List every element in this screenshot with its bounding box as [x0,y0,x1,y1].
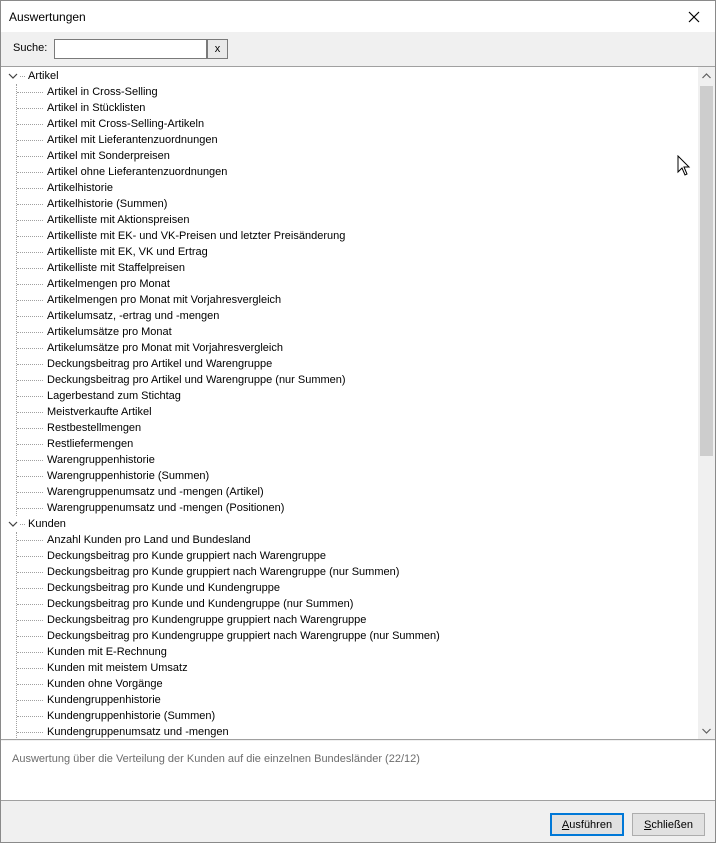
tree-connector [17,172,43,173]
tree-item-label: Kunden mit meistem Umsatz [47,662,188,674]
tree-category-kunden[interactable] [1,516,698,532]
tree-item[interactable] [1,180,698,196]
tree-connector [17,684,43,685]
tree-item[interactable] [1,708,698,724]
tree-item-label: Warengruppenhistorie (Summen) [47,470,210,482]
tree-item[interactable] [1,132,698,148]
mouse-pointer-icon [677,155,691,177]
report-tree[interactable] [1,66,715,740]
scroll-up-arrow-icon [702,73,711,79]
description-text: Auswertung über die Verteilung der Kunden auf die einzelnen Bundesländer (22/12) [12,753,420,765]
tree-item[interactable] [1,356,698,372]
tree-connector [17,620,43,621]
tree-item-label: Deckungsbeitrag pro Kunde und Kundengruppe [47,582,281,594]
tree-item[interactable] [1,148,698,164]
close-window-button[interactable] [673,1,715,32]
tree-item-label: Warengruppenumsatz und -mengen (Artikel) [47,486,264,498]
tree-item-label: Kundengruppenhistorie [47,694,161,706]
tree-item[interactable] [1,468,698,484]
tree-item-label: Deckungsbeitrag pro Kunde und Kundengruppe (nur Summen) [47,598,354,610]
tree-item-label: Kunden ohne Vorgänge [47,678,163,690]
tree-connector [17,284,43,285]
search-bar [1,32,715,65]
tree-connector [17,220,43,221]
tree-connector [17,636,43,637]
tree-item[interactable] [1,484,698,500]
tree-item-label: Artikelhistorie (Summen) [47,198,168,210]
close-button[interactable] [632,813,705,836]
tree-category-label: Kunden [28,518,66,530]
tree-connector [17,396,43,397]
tree-item-label: Deckungsbeitrag pro Kunde gruppiert nach Warengruppe [47,550,327,562]
tree-item[interactable] [1,116,698,132]
tree-item[interactable] [1,564,698,580]
tree-item[interactable] [1,660,698,676]
tree-item[interactable] [1,676,698,692]
tree-item-label: Deckungsbeitrag pro Artikel und Warengruppe (nur Summen) [47,374,346,386]
tree-item-label: Artikel mit Sonderpreisen [47,150,170,162]
tree-item[interactable] [1,548,698,564]
tree-connector [17,92,43,93]
scroll-down-button[interactable] [698,722,715,739]
tree-connector [17,508,43,509]
tree-item-label: Kundengruppenhistorie (Summen) [47,710,216,722]
tree-item-label: Meistverkaufte Artikel [47,406,152,418]
tree-connector [17,332,43,333]
tree-item[interactable] [1,580,698,596]
search-label: Suche: [13,42,48,54]
tree-connector [17,108,43,109]
tree-connector [17,188,43,189]
tree-connector [17,252,43,253]
tree-item[interactable] [1,596,698,612]
tree-item-label: Artikelumsätze pro Monat [47,326,172,338]
tree-item-label: Deckungsbeitrag pro Kundengruppe gruppiert nach Warengruppe [47,614,367,626]
chevron-down-icon[interactable] [8,72,18,80]
tree-connector [17,732,43,733]
tree-connector [17,140,43,141]
tree-item-label: Artikel mit Lieferantenzuordnungen [47,134,218,146]
tree-connector [17,412,43,413]
tree-item-label: Kundengruppenumsatz und -mengen [47,726,229,738]
tree-connector [17,236,43,237]
window-title: Auswertungen [9,10,86,24]
tree-connector [17,444,43,445]
tree-item[interactable] [1,260,698,276]
tree-connector [17,380,43,381]
tree-item[interactable] [1,292,698,308]
tree-category-artikel[interactable] [1,68,698,84]
execute-label-rest: usführen [569,818,613,831]
tree-connector [17,156,43,157]
search-input[interactable] [54,39,207,59]
tree-item-label: Artikelliste mit Aktionspreisen [47,214,190,226]
clear-search-button[interactable]: x [207,39,228,59]
tree-item-label: Deckungsbeitrag pro Kunde gruppiert nach Warengruppe (nur Summen) [47,566,400,578]
tree-item-label: Warengruppenumsatz und -mengen (Positionen) [47,502,285,514]
tree-item-label: Artikelmengen pro Monat [47,278,170,290]
tree-connector [17,572,43,573]
vertical-scrollbar[interactable] [698,67,715,739]
tree-item[interactable] [1,244,698,260]
tree-item-label: Deckungsbeitrag pro Kundengruppe gruppiert nach Warengruppe (nur Summen) [47,630,440,642]
tree-item[interactable] [1,612,698,628]
tree-item[interactable] [1,724,698,740]
tree-item-label: Artikel in Cross-Selling [47,86,158,98]
scroll-thumb[interactable] [700,86,713,456]
tree-item[interactable] [1,84,698,100]
tree-item[interactable] [1,644,698,660]
tree-item-label: Deckungsbeitrag pro Artikel und Warengruppe [47,358,273,370]
tree-item-label: Artikelliste mit Staffelpreisen [47,262,185,274]
tree-item-label: Artikelumsatz, -ertrag und -mengen [47,310,220,322]
tree-connector [20,524,25,525]
chevron-down-icon[interactable] [8,520,18,528]
tree-category-label: Artikel [28,70,59,82]
tree-item[interactable] [1,500,698,516]
tree-item-label: Artikelmengen pro Monat mit Vorjahresvergleich [47,294,282,306]
tree-connector [17,492,43,493]
button-bar [1,802,715,842]
tree-item-label: Artikel ohne Lieferantenzuordnungen [47,166,228,178]
tree-item-label: Lagerbestand zum Stichtag [47,390,181,402]
tree-item[interactable] [1,340,698,356]
tree-item-label: Restbestellmengen [47,422,142,434]
tree-content [1,68,698,740]
tree-item[interactable] [1,308,698,324]
tree-category-children [1,532,698,740]
tree-item[interactable] [1,532,698,548]
title-bar [1,1,715,32]
tree-connector [20,76,25,77]
tree-item[interactable] [1,276,698,292]
tree-item[interactable] [1,420,698,436]
tree-item[interactable] [1,372,698,388]
tree-category-children [1,84,698,516]
tree-connector [17,300,43,301]
tree-item-label: Warengruppenhistorie [47,454,155,466]
tree-item-label: Restliefermengen [47,438,134,450]
tree-item[interactable] [1,404,698,420]
tree-connector [17,268,43,269]
tree-item[interactable] [1,452,698,468]
close-label-rest: chließen [651,818,693,831]
tree-connector [17,460,43,461]
tree-item-label: Artikel in Stücklisten [47,102,146,114]
tree-item-label: Artikelliste mit EK- und VK-Preisen und letzter Preisänderung [47,230,346,242]
tree-item-label: Artikelhistorie [47,182,114,194]
tree-connector [17,700,43,701]
close-icon [688,11,700,23]
tree-connector [17,668,43,669]
description-panel [1,741,715,801]
tree-connector [17,348,43,349]
tree-item[interactable] [1,196,698,212]
tree-item-label: Artikelumsätze pro Monat mit Vorjahresvergleich [47,342,283,354]
tree-item-label: Artikelliste mit EK, VK und Ertrag [47,246,208,258]
tree-connector [17,716,43,717]
tree-connector [17,556,43,557]
tree-item[interactable] [1,228,698,244]
tree-connector [17,604,43,605]
execute-button[interactable] [550,813,624,836]
tree-item[interactable] [1,164,698,180]
tree-connector [17,540,43,541]
tree-connector [17,428,43,429]
tree-item[interactable] [1,100,698,116]
tree-item[interactable] [1,212,698,228]
tree-item[interactable] [1,436,698,452]
execute-mnemonic: A [561,818,570,831]
tree-connector [17,364,43,365]
tree-connector [17,124,43,125]
scroll-down-arrow-icon [702,728,711,734]
tree-connector [17,204,43,205]
tree-item-label: Anzahl Kunden pro Land und Bundesland [47,534,251,546]
tree-connector [17,652,43,653]
tree-connector [17,588,43,589]
tree-connector [17,476,43,477]
tree-item-label: Artikel mit Cross-Selling-Artikeln [47,118,205,130]
tree-item[interactable] [1,388,698,404]
close-mnemonic: S [644,818,652,831]
tree-item[interactable] [1,628,698,644]
tree-item[interactable] [1,324,698,340]
tree-connector [17,316,43,317]
tree-item-label: Kunden mit E-Rechnung [47,646,167,658]
tree-item[interactable] [1,692,698,708]
scroll-up-button[interactable] [698,67,715,84]
